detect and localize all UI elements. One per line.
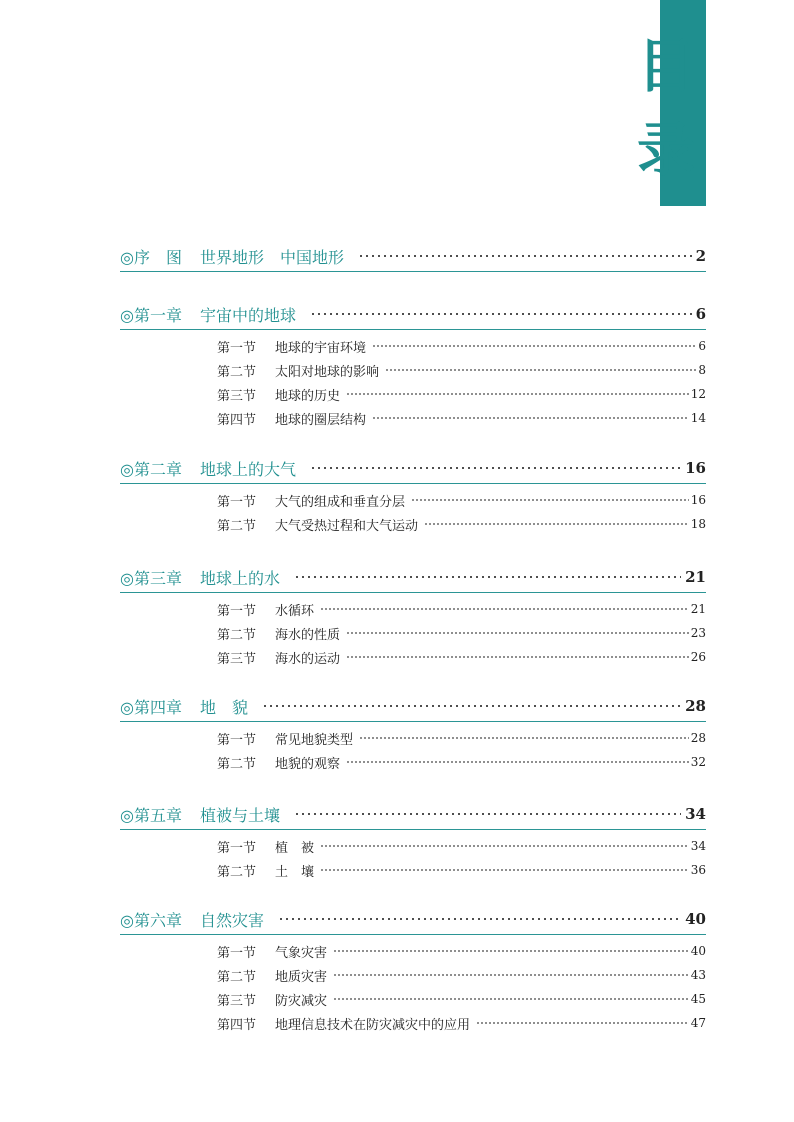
- chapter-label: ◎第四章: [120, 697, 182, 717]
- section-label: 第二节: [217, 756, 257, 772]
- section-title: 地球的宇宙环境: [275, 340, 367, 356]
- chapter-page-number: 21: [685, 568, 706, 586]
- section-label: 第一节: [217, 603, 257, 619]
- toc-chapter-entry[interactable]: [120, 562, 706, 593]
- toc-chapter-entry[interactable]: [120, 241, 706, 272]
- section-page-number: 26: [690, 650, 706, 664]
- chapter-label: ◎第六章: [120, 910, 182, 930]
- section-page-number: 45: [690, 992, 706, 1006]
- section-label: 第四节: [217, 1017, 257, 1033]
- section-page-number: 47: [690, 1016, 706, 1030]
- dot-leader: [333, 974, 689, 976]
- section-title: 海水的运动: [275, 651, 341, 667]
- dot-leader: [346, 632, 689, 634]
- chapter-page-number: 2: [695, 247, 706, 265]
- toc-section-entry[interactable]: [217, 834, 706, 858]
- chapter-page-number: 16: [685, 459, 706, 477]
- section-title: 水循环: [275, 603, 315, 619]
- dot-leader: [310, 467, 681, 469]
- chapter-title: 地球上的水: [199, 568, 280, 588]
- toc-section-entry[interactable]: [217, 597, 706, 621]
- section-page-number: 12: [690, 387, 706, 401]
- section-title: 太阳对地球的影响: [275, 364, 380, 380]
- dot-leader: [359, 737, 689, 739]
- section-label: 第二节: [217, 518, 257, 534]
- section-page-number: 43: [690, 968, 706, 982]
- toc-section-entry[interactable]: [217, 750, 706, 774]
- section-title: 地理信息技术在防灾减灾中的应用: [275, 1017, 471, 1033]
- chapter-title: 宇宙中的地球: [199, 305, 296, 325]
- section-label: 第二节: [217, 969, 257, 985]
- section-label: 第一节: [217, 840, 257, 856]
- section-page-number: 14: [690, 411, 706, 425]
- toc-section-entry[interactable]: [217, 488, 706, 512]
- heading-char-1: 目: [636, 32, 695, 100]
- section-label: 第一节: [217, 945, 257, 961]
- chapter-label: ◎第一章: [120, 305, 182, 325]
- section-label: 第三节: [217, 388, 257, 404]
- section-title: 大气受热过程和大气运动: [275, 518, 419, 534]
- toc-section-entry[interactable]: [217, 406, 706, 430]
- dot-leader: [278, 918, 681, 920]
- chapter-title: 世界地形 中国地形: [199, 247, 344, 267]
- section-page-number: 18: [690, 517, 706, 531]
- chapter-title: 地球上的大气: [199, 459, 296, 479]
- chapter-page-number: 34: [685, 805, 706, 823]
- dot-leader: [476, 1022, 689, 1024]
- section-label: 第三节: [217, 993, 257, 1009]
- chapter-title: 地 貌: [199, 697, 248, 717]
- toc-chapter-entry[interactable]: [120, 799, 706, 830]
- dot-leader: [424, 523, 689, 525]
- section-title: 常见地貌类型: [275, 732, 354, 748]
- section-label: 第四节: [217, 412, 257, 428]
- dot-leader: [346, 761, 689, 763]
- toc-section-entry[interactable]: [217, 726, 706, 750]
- section-title: 地球的历史: [275, 388, 341, 404]
- section-label: 第二节: [217, 364, 257, 380]
- section-page-number: 23: [690, 626, 706, 640]
- section-page-number: 32: [690, 755, 706, 769]
- section-title: 气象灾害: [275, 945, 328, 961]
- dot-leader: [320, 845, 689, 847]
- section-title: 防灾减灾: [275, 993, 328, 1009]
- section-title: 大气的组成和垂直分层: [275, 494, 406, 510]
- dot-leader: [372, 345, 696, 347]
- dot-leader: [411, 499, 689, 501]
- toc-chapter-entry[interactable]: [120, 904, 706, 935]
- section-label: 第二节: [217, 864, 257, 880]
- dot-leader: [385, 369, 696, 371]
- section-title: 植 被: [275, 840, 315, 856]
- chapter-label: ◎第三章: [120, 568, 182, 588]
- chapter-title: 植被与土壤: [199, 805, 280, 825]
- toc-section-entry[interactable]: [217, 987, 706, 1011]
- toc-chapter-entry[interactable]: [120, 299, 706, 330]
- toc-section-entry[interactable]: [217, 512, 706, 536]
- section-title: 地质灾害: [275, 969, 328, 985]
- section-page-number: 6: [698, 339, 706, 353]
- section-page-number: 34: [690, 839, 706, 853]
- section-title: 地貌的观察: [275, 756, 341, 772]
- dot-leader: [346, 656, 689, 658]
- toc-section-entry[interactable]: [217, 1011, 706, 1035]
- section-title: 海水的性质: [275, 627, 341, 643]
- dot-leader: [346, 393, 689, 395]
- dot-leader: [310, 313, 692, 315]
- section-page-number: 40: [690, 944, 706, 958]
- chapter-title: 自然灾害: [199, 910, 264, 930]
- section-title: 土 壤: [275, 864, 315, 880]
- chapter-label: ◎序 图: [120, 247, 182, 267]
- toc-section-entry[interactable]: [217, 621, 706, 645]
- dot-leader: [333, 950, 689, 952]
- toc-chapter-entry[interactable]: [120, 691, 706, 722]
- chapter-label: ◎第二章: [120, 459, 182, 479]
- dot-leader: [262, 705, 681, 707]
- chapter-page-number: 6: [695, 305, 706, 323]
- section-page-number: 36: [690, 863, 706, 877]
- section-label: 第二节: [217, 627, 257, 643]
- dot-leader: [333, 998, 689, 1000]
- toc-section-entry[interactable]: [217, 939, 706, 963]
- dot-leader: [294, 813, 681, 815]
- section-page-number: 21: [690, 602, 706, 616]
- dot-leader: [320, 869, 689, 871]
- toc-section-entry[interactable]: [217, 963, 706, 987]
- section-page-number: 16: [690, 493, 706, 507]
- heading-char-2: 录: [636, 116, 695, 184]
- section-label: 第三节: [217, 651, 257, 667]
- dot-leader: [320, 608, 689, 610]
- section-title: 地球的圈层结构: [275, 412, 367, 428]
- toc-section-entry[interactable]: [217, 858, 706, 882]
- chapter-page-number: 28: [685, 697, 706, 715]
- dot-leader: [372, 417, 689, 419]
- toc-section-entry[interactable]: [217, 334, 706, 358]
- dot-leader: [294, 576, 681, 578]
- section-page-number: 8: [698, 363, 706, 377]
- chapter-page-number: 40: [685, 910, 706, 928]
- toc-chapter-entry[interactable]: [120, 453, 706, 484]
- chapter-label: ◎第五章: [120, 805, 182, 825]
- section-label: 第一节: [217, 494, 257, 510]
- section-label: 第一节: [217, 732, 257, 748]
- toc-section-entry[interactable]: [217, 382, 706, 406]
- toc-section-entry[interactable]: [217, 645, 706, 669]
- section-page-number: 28: [690, 731, 706, 745]
- dot-leader: [358, 255, 692, 257]
- toc-section-entry[interactable]: [217, 358, 706, 382]
- section-label: 第一节: [217, 340, 257, 356]
